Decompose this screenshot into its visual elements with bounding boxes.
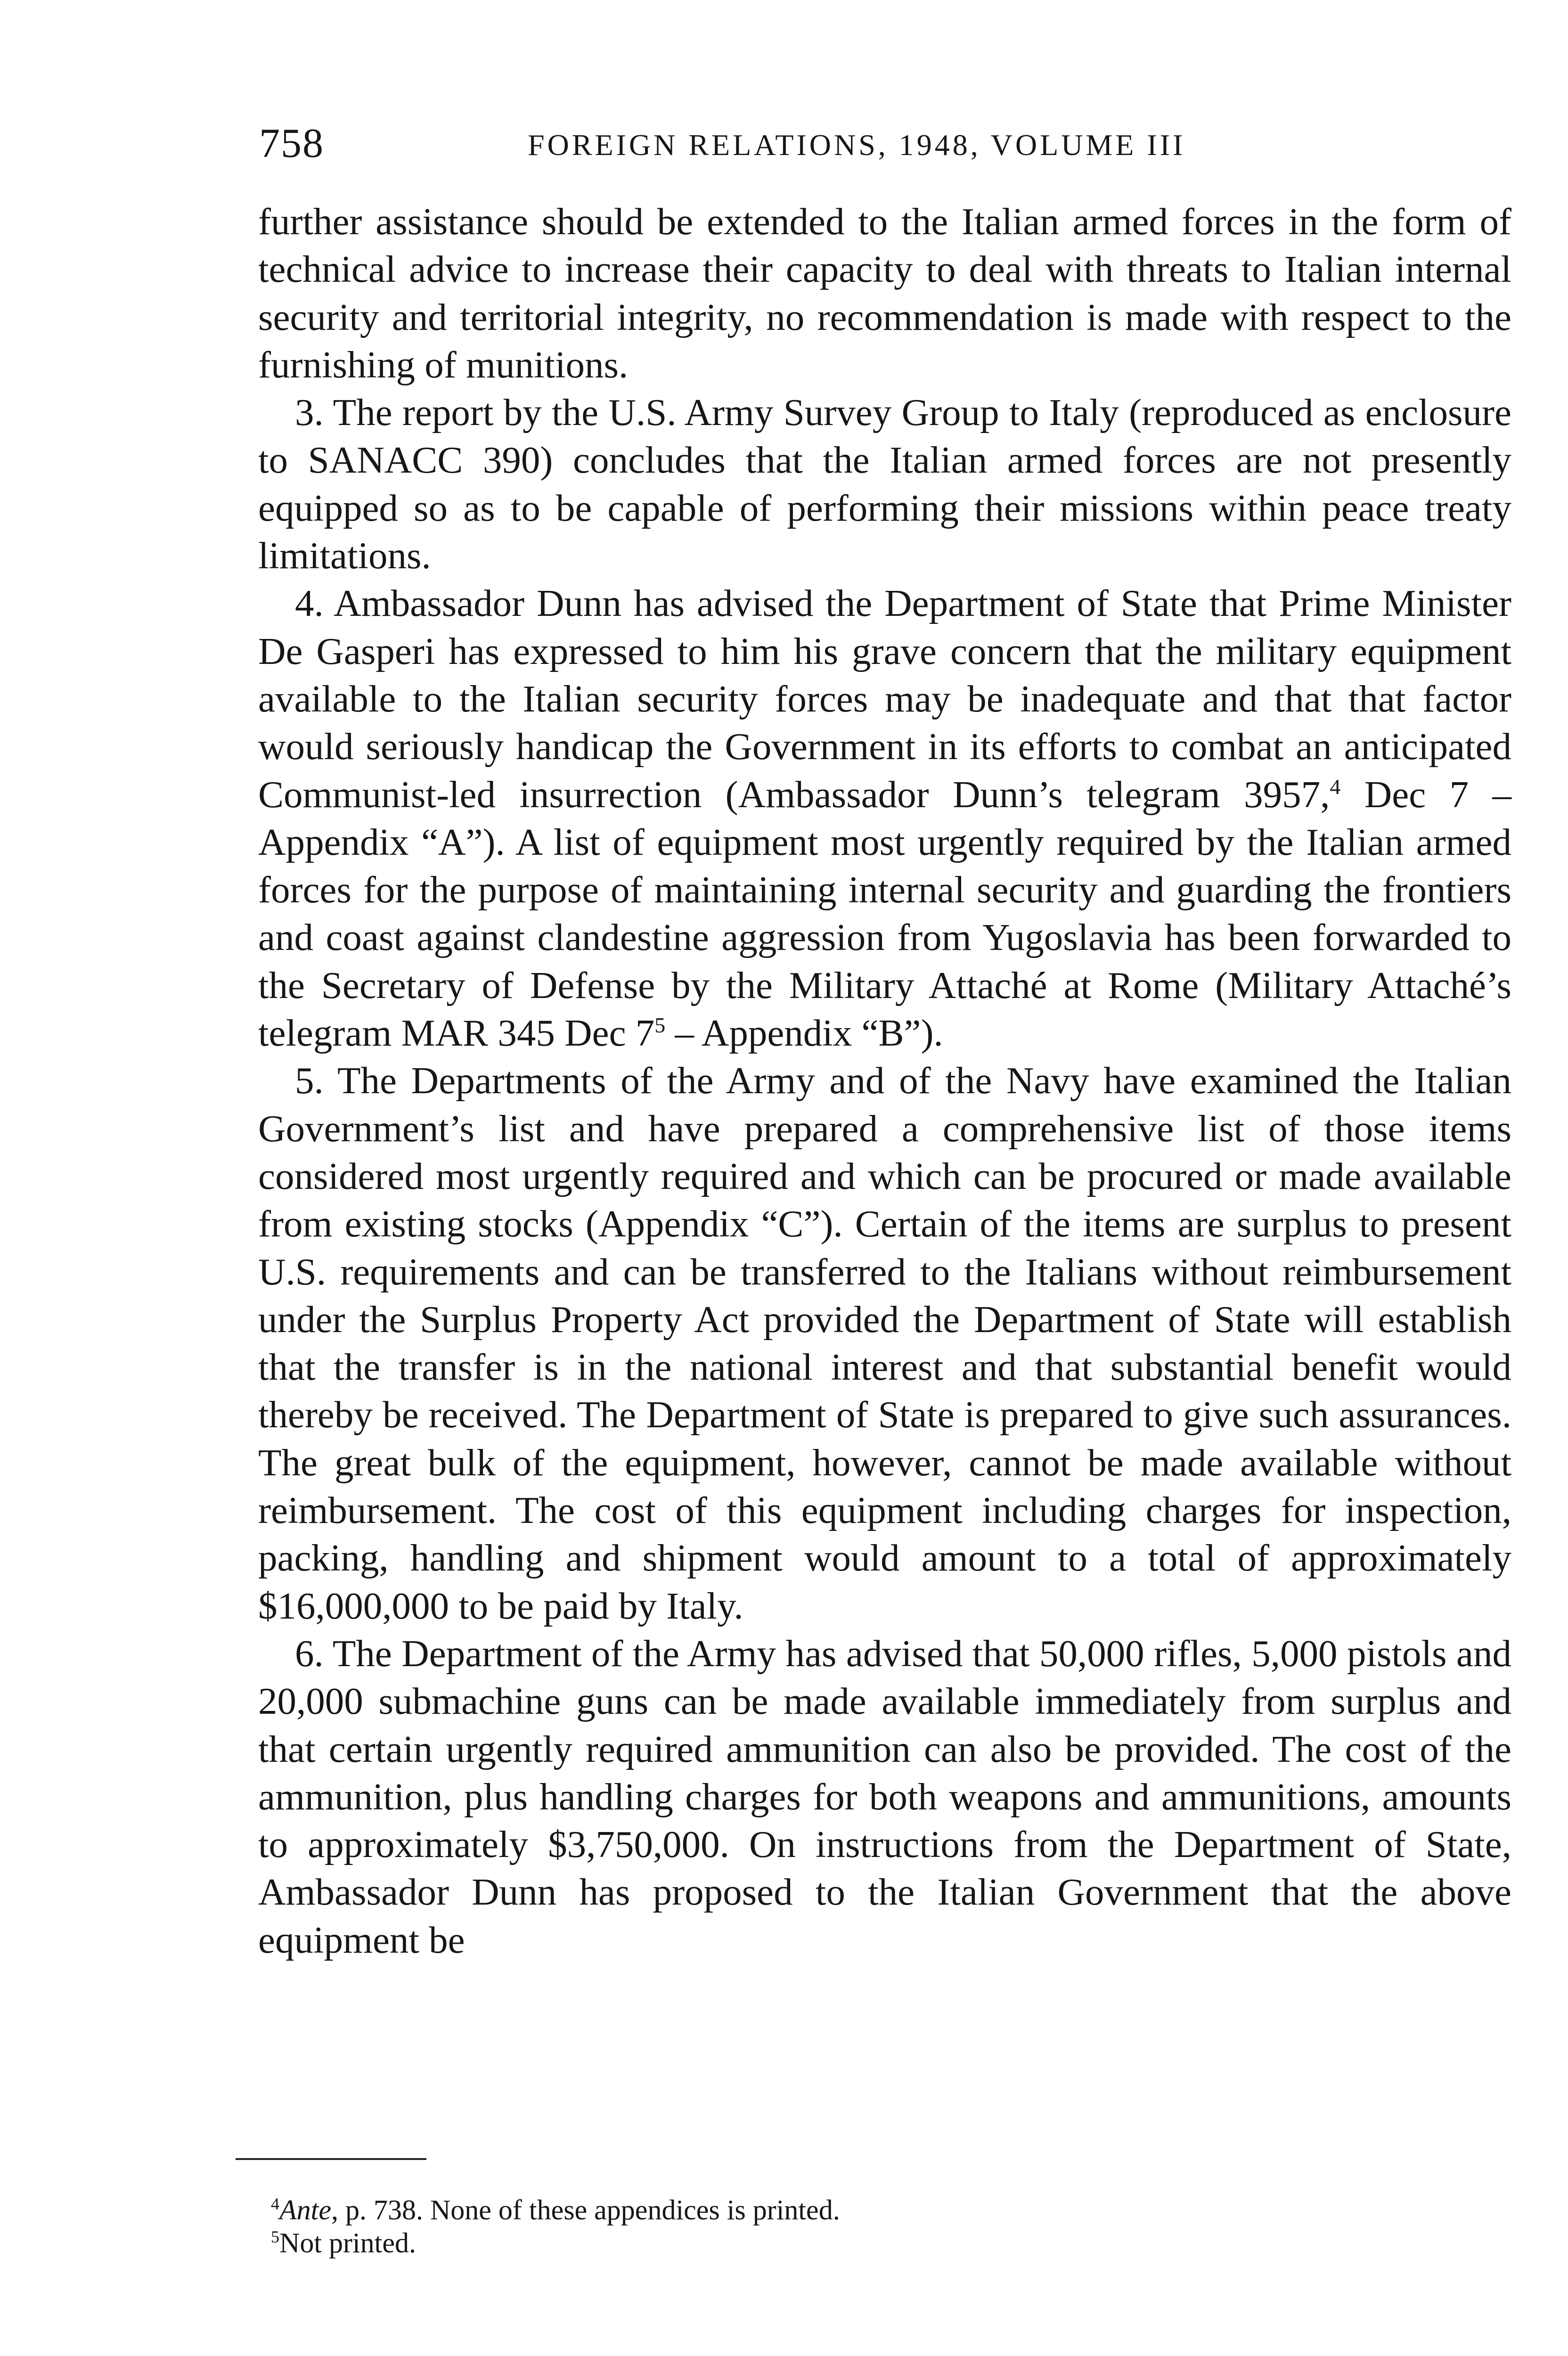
footnote-ref-4[interactable]: 4 [1330,774,1341,799]
paragraph-4 [258,580,1511,1057]
footnote-text: Not printed. [279,2227,416,2258]
footnote-divider [236,2158,426,2160]
paragraph-4-text-b: Dec 7 – Appendix “A”). A list of equipment most urgently required by the Italian armed forces for the purpose of maintaining internal security and guarding the frontiers and coast against clandestine aggression from Yugoslavia has been forwarded to the Secretary of Defense by the Military Attaché at Rome (Military Attaché’s telegram MAR 345 Dec 7 [258,773,1512,1055]
footnote-italic-lead: Ante [279,2194,331,2225]
paragraph-continued: further assistance should be extended to the Italian armed forces in the form of technical advice to increase their capacity to deal with threats to Italian internal security and territorial integrity, no recommendation is made with respect to the furnishing of munitions. [258,200,1511,386]
page-number: 758 [259,121,324,166]
footnote-5 [271,2226,1496,2259]
body-text [258,198,1511,1964]
paragraph-6: 6. The Department of the Army has advised that 50,000 rifles, 5,000 pistols and 20,000 submachine guns can be made available immediately from surplus and that certain urgently required ammunition can also be provided. The cost of the ammunition, plus handling charges for both weapons and ammunitions, amounts to approximately $3,750,000. On instructions from the Department of State, Ambassador Dunn has proposed to the Italian Government that the above equipment be [258,1632,1511,1961]
footnote-marker: 4 [271,2194,279,2213]
running-title: FOREIGN RELATIONS, 1948, VOLUME III [528,128,1186,162]
footnote-ref-5[interactable]: 5 [654,1013,666,1038]
paragraph-4-text-a: 4. Ambassador Dunn has advised the Department of State that Prime Minister De Gasperi has expressed to him his grave concern that the military equipment available to the Italian security forces may be inadequate and that that factor would seriously handicap the Government in its efforts to combat an anticipated Communist-led insurrection (Ambassador Dunn’s telegram 3957, [258,582,1511,816]
paragraph-5: 5. The Departments of the Army and of the Navy have examined the Italian Government’s list and have prepared a comprehensive list of those items considered most urgently required and which can be procured or made available from existing stocks (Appendix “C”). Certain of the items are surplus to present U.S. requirements and can be transferred to the Italians without reimbursement under the Surplus Property Act provided the Department of State will establish that the transfer is in the national interest and that substantial benefit would thereby be received. The Department of State is prepared to give such assurances. The great bulk of the equipment, however, cannot be made available without reimbursement. The cost of this equipment including charges for inspection, packing, handling and shipment would amount to a total of approximately $16,000,000 to be paid by Italy. [258,1059,1511,1627]
footnote-4 [271,2193,1496,2226]
footnote-marker: 5 [271,2227,279,2246]
paragraph-4-text-c: – Appendix “B”). [665,1012,943,1055]
running-head [259,118,1512,170]
paragraph-3: 3. The report by the U.S. Army Survey Group to Italy (reproduced as enclosure to SANACC 390) concludes that the Italian armed forces are not presently equipped so as to be capable of performing their missions within peace treaty limitations. [258,391,1511,577]
footnotes [271,2193,1496,2259]
footnote-text: , p. 738. None of these appendices is printed. [331,2194,840,2225]
